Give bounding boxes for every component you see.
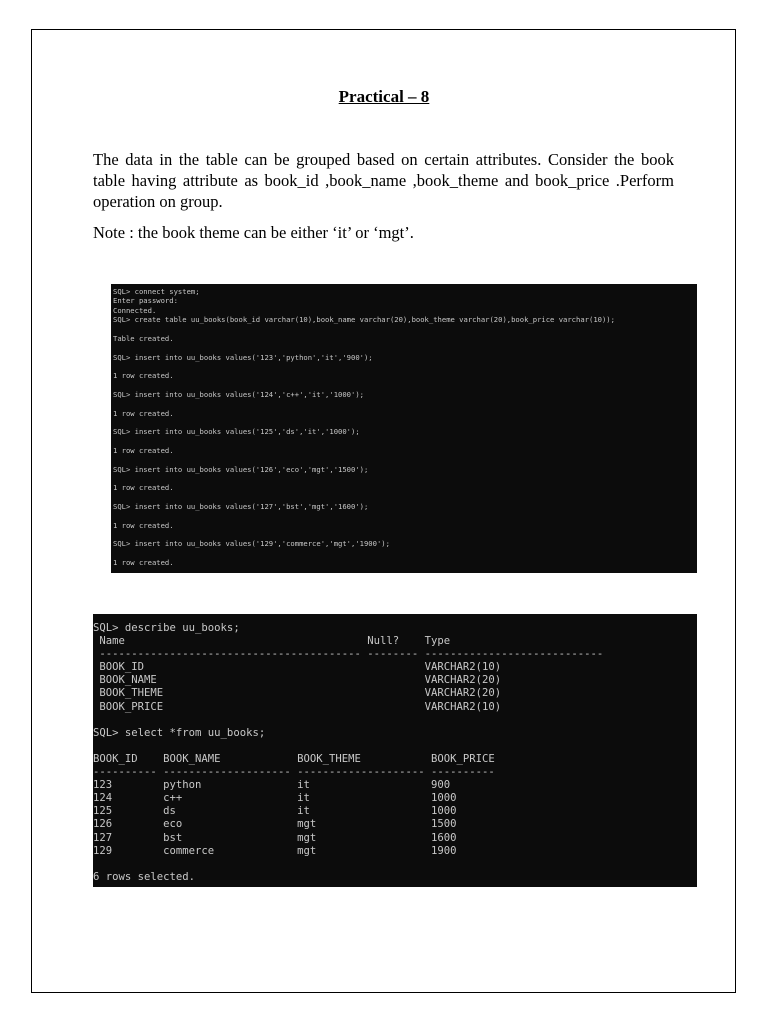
terminal-line: SQL> select *from uu_books;	[93, 726, 266, 739]
terminal-line: 1 row created.	[113, 445, 174, 455]
terminal-line: SQL> insert into uu_books values('127','bst','mgt','1600');	[113, 502, 369, 512]
terminal-line	[113, 362, 695, 371]
terminal-line: SQL> insert into uu_books values('124','c++','it','1000');	[113, 389, 364, 399]
terminal-line: BOOK_ID BOOK_NAME BOOK_THEME BOOK_PRICE	[93, 752, 495, 765]
terminal-line	[113, 325, 695, 334]
terminal-line: BOOK_THEME VARCHAR2(20)	[93, 687, 502, 700]
terminal-line: SQL> create table uu_books(book_id varchar(10),book_name varchar(20),book_theme varchar(20),book_price varchar(10));	[113, 315, 615, 325]
terminal-line	[113, 399, 695, 408]
terminal-line	[93, 714, 697, 727]
page-title: Practical – 8	[338, 87, 430, 106]
terminal-line: BOOK_ID VARCHAR2(10)	[93, 661, 502, 674]
terminal-line	[113, 493, 695, 502]
terminal-line: 125 ds it 1000	[93, 805, 457, 818]
terminal-line	[113, 511, 695, 520]
note-text: Note : the book theme can be either ‘it’ or ‘mgt’.	[93, 223, 414, 242]
terminal-line: Enter password:	[113, 296, 178, 306]
terminal-line: SQL> describe uu_books;	[93, 622, 240, 634]
terminal-line: 127 bst mgt 1600	[93, 831, 457, 844]
terminal-line: 6 rows selected.	[93, 870, 196, 883]
terminal-screenshot-describe-select	[93, 614, 697, 887]
terminal-line	[93, 858, 697, 871]
terminal-line: SQL> insert into uu_books values('123','python','it','900');	[113, 352, 373, 362]
terminal-line	[113, 343, 695, 352]
terminal-line: Name Null? Type	[93, 635, 451, 648]
terminal-line: 1 row created.	[113, 483, 174, 493]
terminal-line	[113, 530, 695, 539]
terminal-line: SQL> insert into uu_books values('129','commerce','mgt','1900');	[113, 539, 390, 549]
terminal-line: SQL> connect system;	[113, 287, 200, 296]
terminal-screenshot-create-insert	[111, 284, 697, 573]
terminal-line: 1 row created.	[113, 371, 174, 381]
terminal-line: 126 eco mgt 1500	[93, 818, 457, 831]
terminal-line: ----------------------------------------- -------- ----------------------------	[93, 648, 604, 661]
terminal-line: 123 python it 900	[93, 779, 451, 792]
terminal-line: 129 commerce mgt 1900	[93, 844, 457, 857]
terminal-line: SQL> insert into uu_books values('125','ds','it','1000');	[113, 427, 360, 437]
terminal-line	[113, 437, 695, 446]
description-paragraph: The data in the table can be grouped based on certain attributes. Consider the book table having attribute as book_id ,book_name ,book_theme and book_price .Perform operation on group.	[93, 150, 674, 211]
terminal-line: ---------- -------------------- -------------------- ----------	[93, 766, 495, 779]
terminal-line: BOOK_PRICE VARCHAR2(10)	[93, 700, 502, 713]
terminal-line	[113, 549, 695, 558]
terminal-line: Table created.	[113, 333, 174, 343]
terminal-line	[93, 740, 697, 753]
terminal-line: Connected.	[113, 305, 157, 315]
terminal-line	[113, 381, 695, 390]
terminal-line: BOOK_NAME VARCHAR2(20)	[93, 674, 502, 687]
terminal-line: 1 row created.	[113, 520, 174, 530]
terminal-line: SQL> insert into uu_books values('126','eco','mgt','1500');	[113, 464, 369, 474]
terminal-line	[113, 418, 695, 427]
terminal-line	[113, 474, 695, 483]
terminal-line: 1 row created.	[113, 558, 174, 568]
terminal-line: 1 row created.	[113, 408, 174, 418]
terminal-line	[113, 455, 695, 464]
terminal-line: 124 c++ it 1000	[93, 792, 457, 805]
